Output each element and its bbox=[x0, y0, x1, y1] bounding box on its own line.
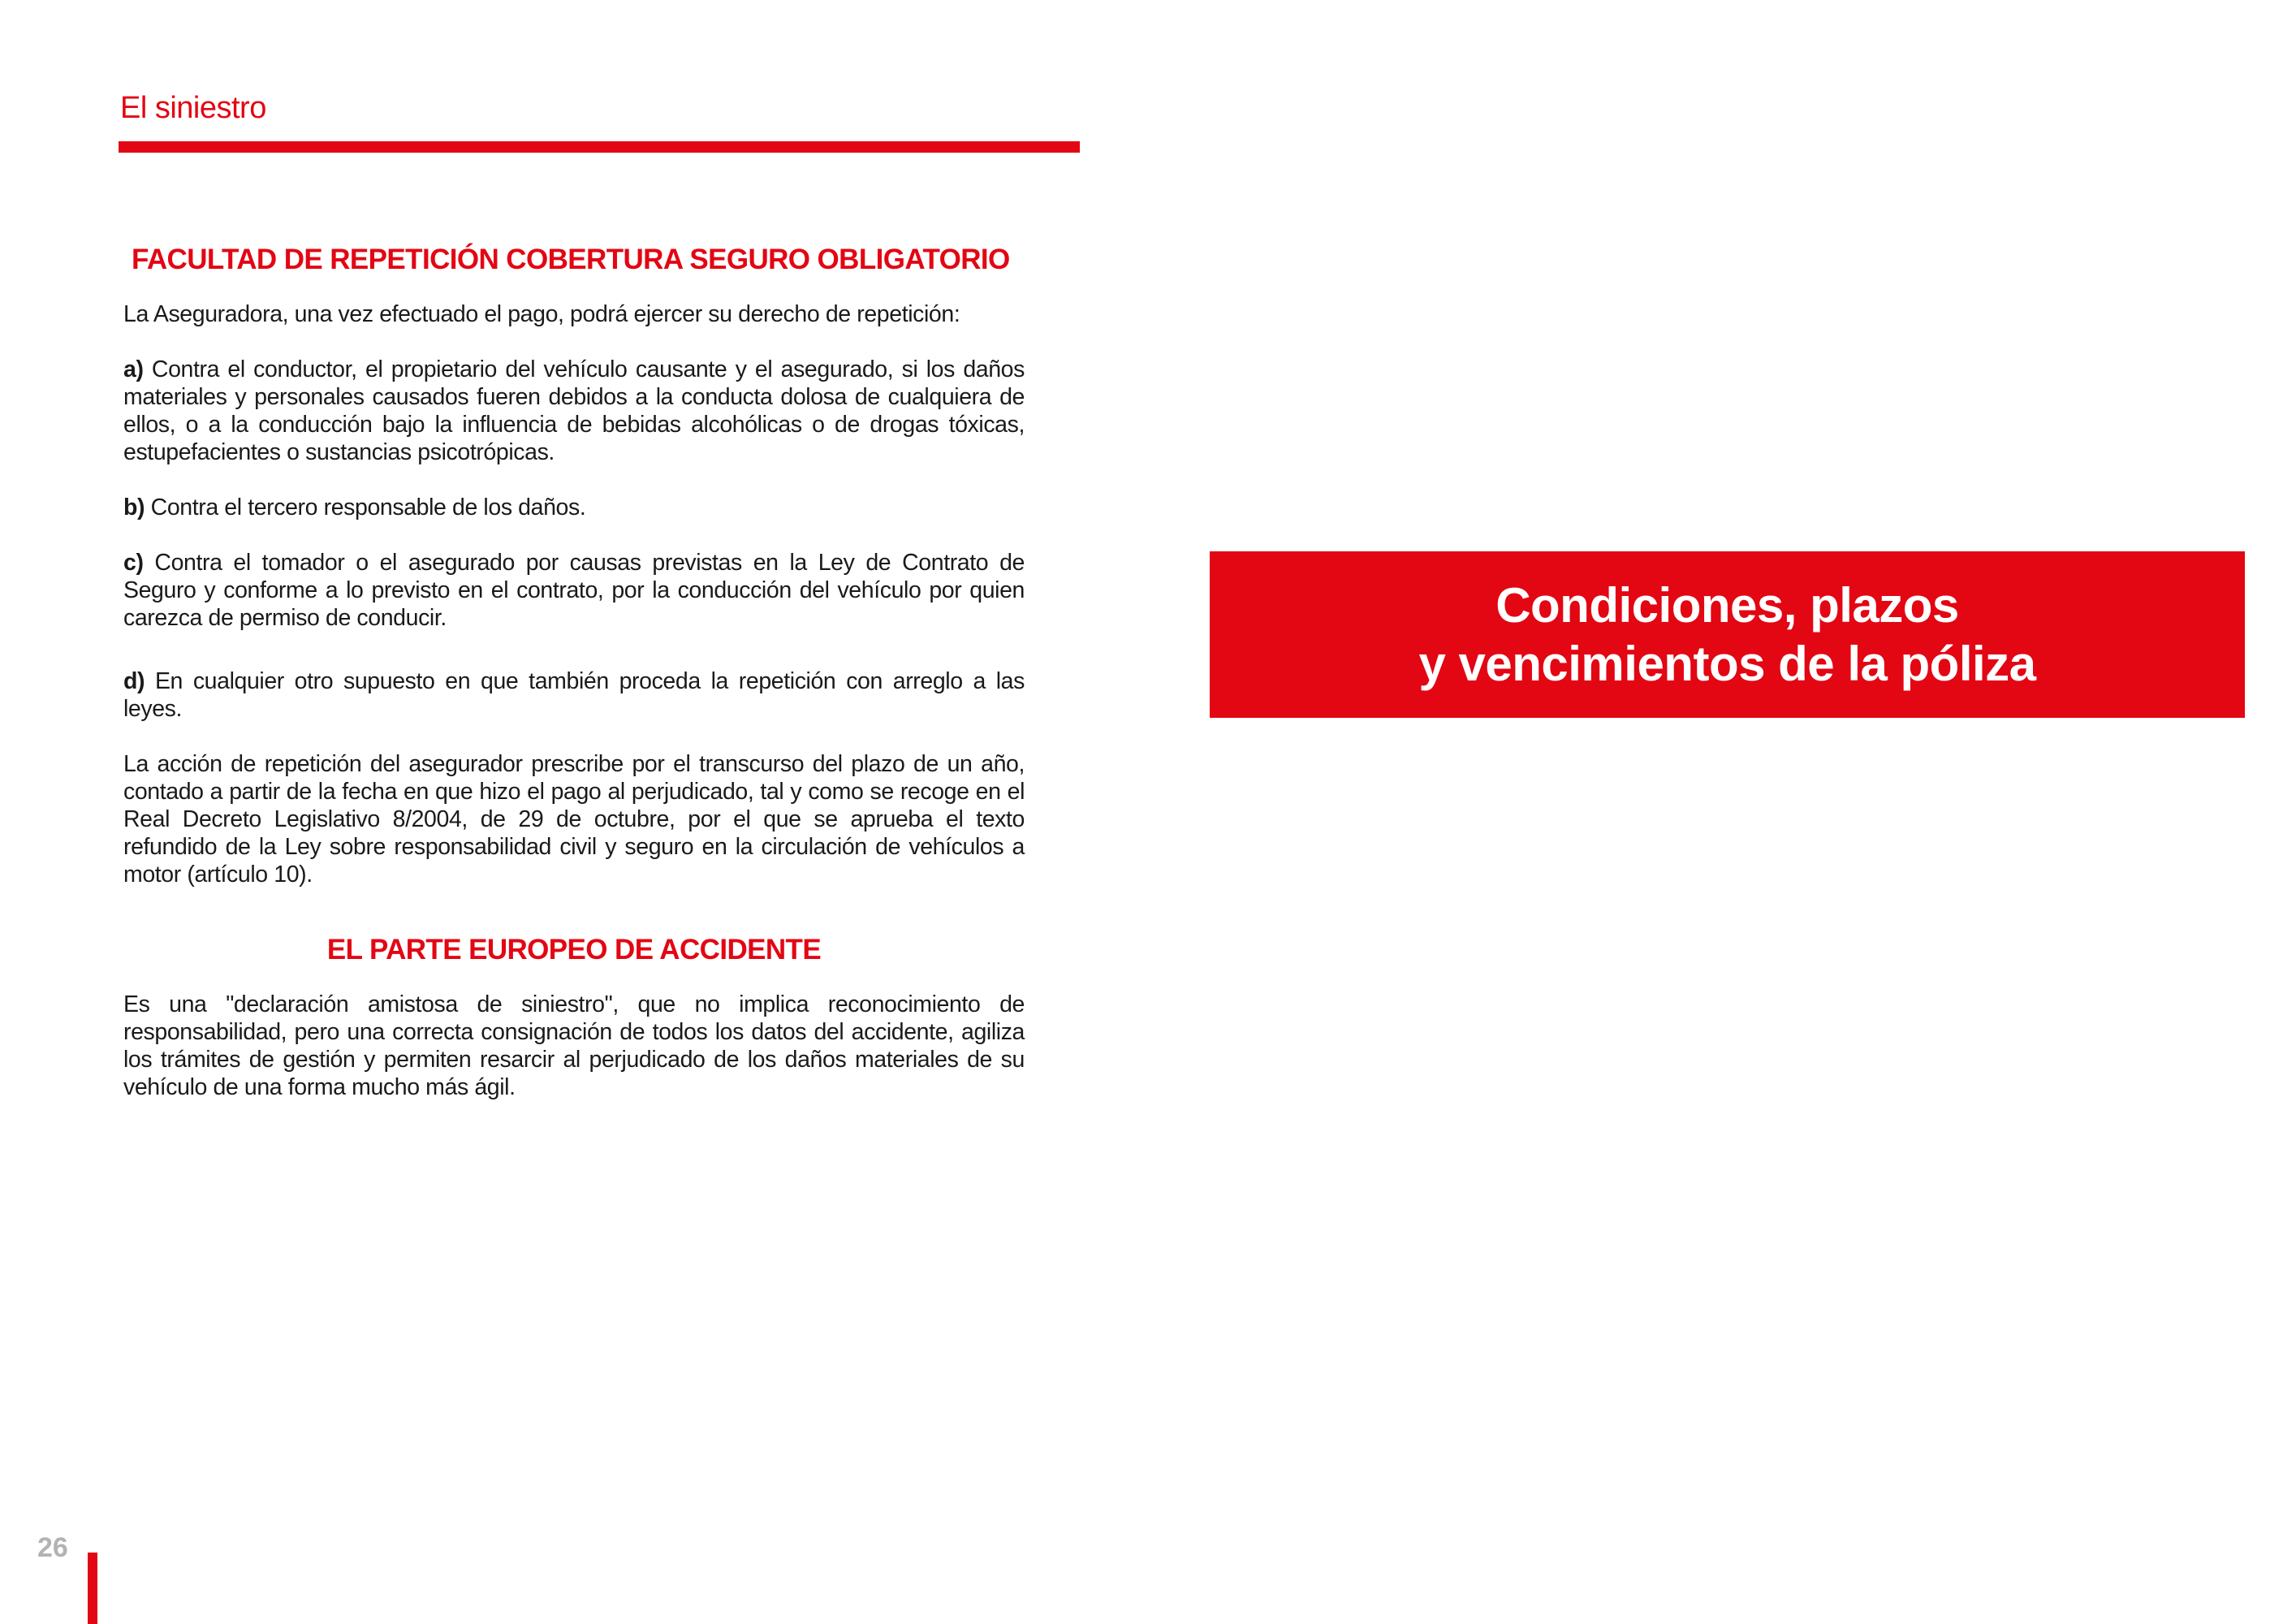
item-a bbox=[123, 356, 1025, 466]
main-content bbox=[123, 244, 1025, 1101]
item-b-label: b) bbox=[123, 495, 145, 520]
chapter-title-line-1: Condiciones, plazos bbox=[1495, 577, 1959, 633]
item-b-text: Contra el tercero responsable de los daños. bbox=[150, 495, 586, 520]
chapter-title-line-2: y vencimientos de la póliza bbox=[1418, 636, 2036, 691]
page-number: 26 bbox=[37, 1532, 68, 1563]
item-b bbox=[123, 494, 1025, 521]
item-d-text: En cualquier otro supuesto en que también proceda la repetición con arreglo a las leyes. bbox=[123, 668, 1025, 722]
section-title: El siniestro bbox=[120, 91, 266, 125]
chapter-banner bbox=[1210, 551, 2245, 718]
item-c-text: Contra el tomador o el asegurado por causas previstas en la Ley de Contrato de Seguro y conforme a lo previsto en el contrato, por la conducción del vehículo por quien carezca de permiso de conducir. bbox=[123, 550, 1025, 631]
section-divider bbox=[119, 141, 1080, 153]
chapter-title bbox=[1418, 577, 2035, 693]
item-c bbox=[123, 549, 1025, 632]
item-c-label: c) bbox=[123, 550, 144, 576]
repetition-heading: FACULTAD DE REPETICIÓN COBERTURA SEGURO OBLIGATORIO bbox=[132, 244, 1010, 275]
item-d bbox=[123, 667, 1025, 723]
intro-paragraph: La Aseguradora, una vez efectuado el pago, podrá ejercer su derecho de repetición: bbox=[123, 301, 960, 327]
parte-europeo-heading: EL PARTE EUROPEO DE ACCIDENTE bbox=[326, 934, 822, 965]
item-d-label: d) bbox=[123, 668, 145, 694]
parte-europeo-paragraph: Es una "declaración amistosa de siniestro", que no implica reconocimiento de responsabilidad, pero una correcta consignación de todos los datos del accidente, agiliza los trámites de gestión y permiten resarcir al perjudicado de los daños materiales de su vehículo de una forma mucho más ágil. bbox=[123, 991, 1025, 1100]
prescription-paragraph: La acción de repetición del asegurador prescribe por el transcurso del plazo de un año, contado a partir de la fecha en que hizo el pago al perjudicado, tal y como se recoge en el Real Decreto Legislativo 8/2004, de 29 de octubre, por el que se aprueba el texto refundido de la Ley sobre responsabilidad civil y seguro en la circulación de vehículos a motor (artículo 10). bbox=[123, 751, 1025, 888]
item-a-text: Contra el conductor, el propietario del vehículo causante y el asegurado, si los daños materiales y personales causados fueren debidos a la conducta dolosa de cualquiera de ellos, o a la conducción bajo la influencia de bebidas alcohólicas o de drogas tóxicas, estupefacientes o sustancias psicotrópicas. bbox=[123, 356, 1025, 465]
page-marker-bar bbox=[88, 1553, 97, 1624]
item-a-label: a) bbox=[123, 356, 144, 382]
